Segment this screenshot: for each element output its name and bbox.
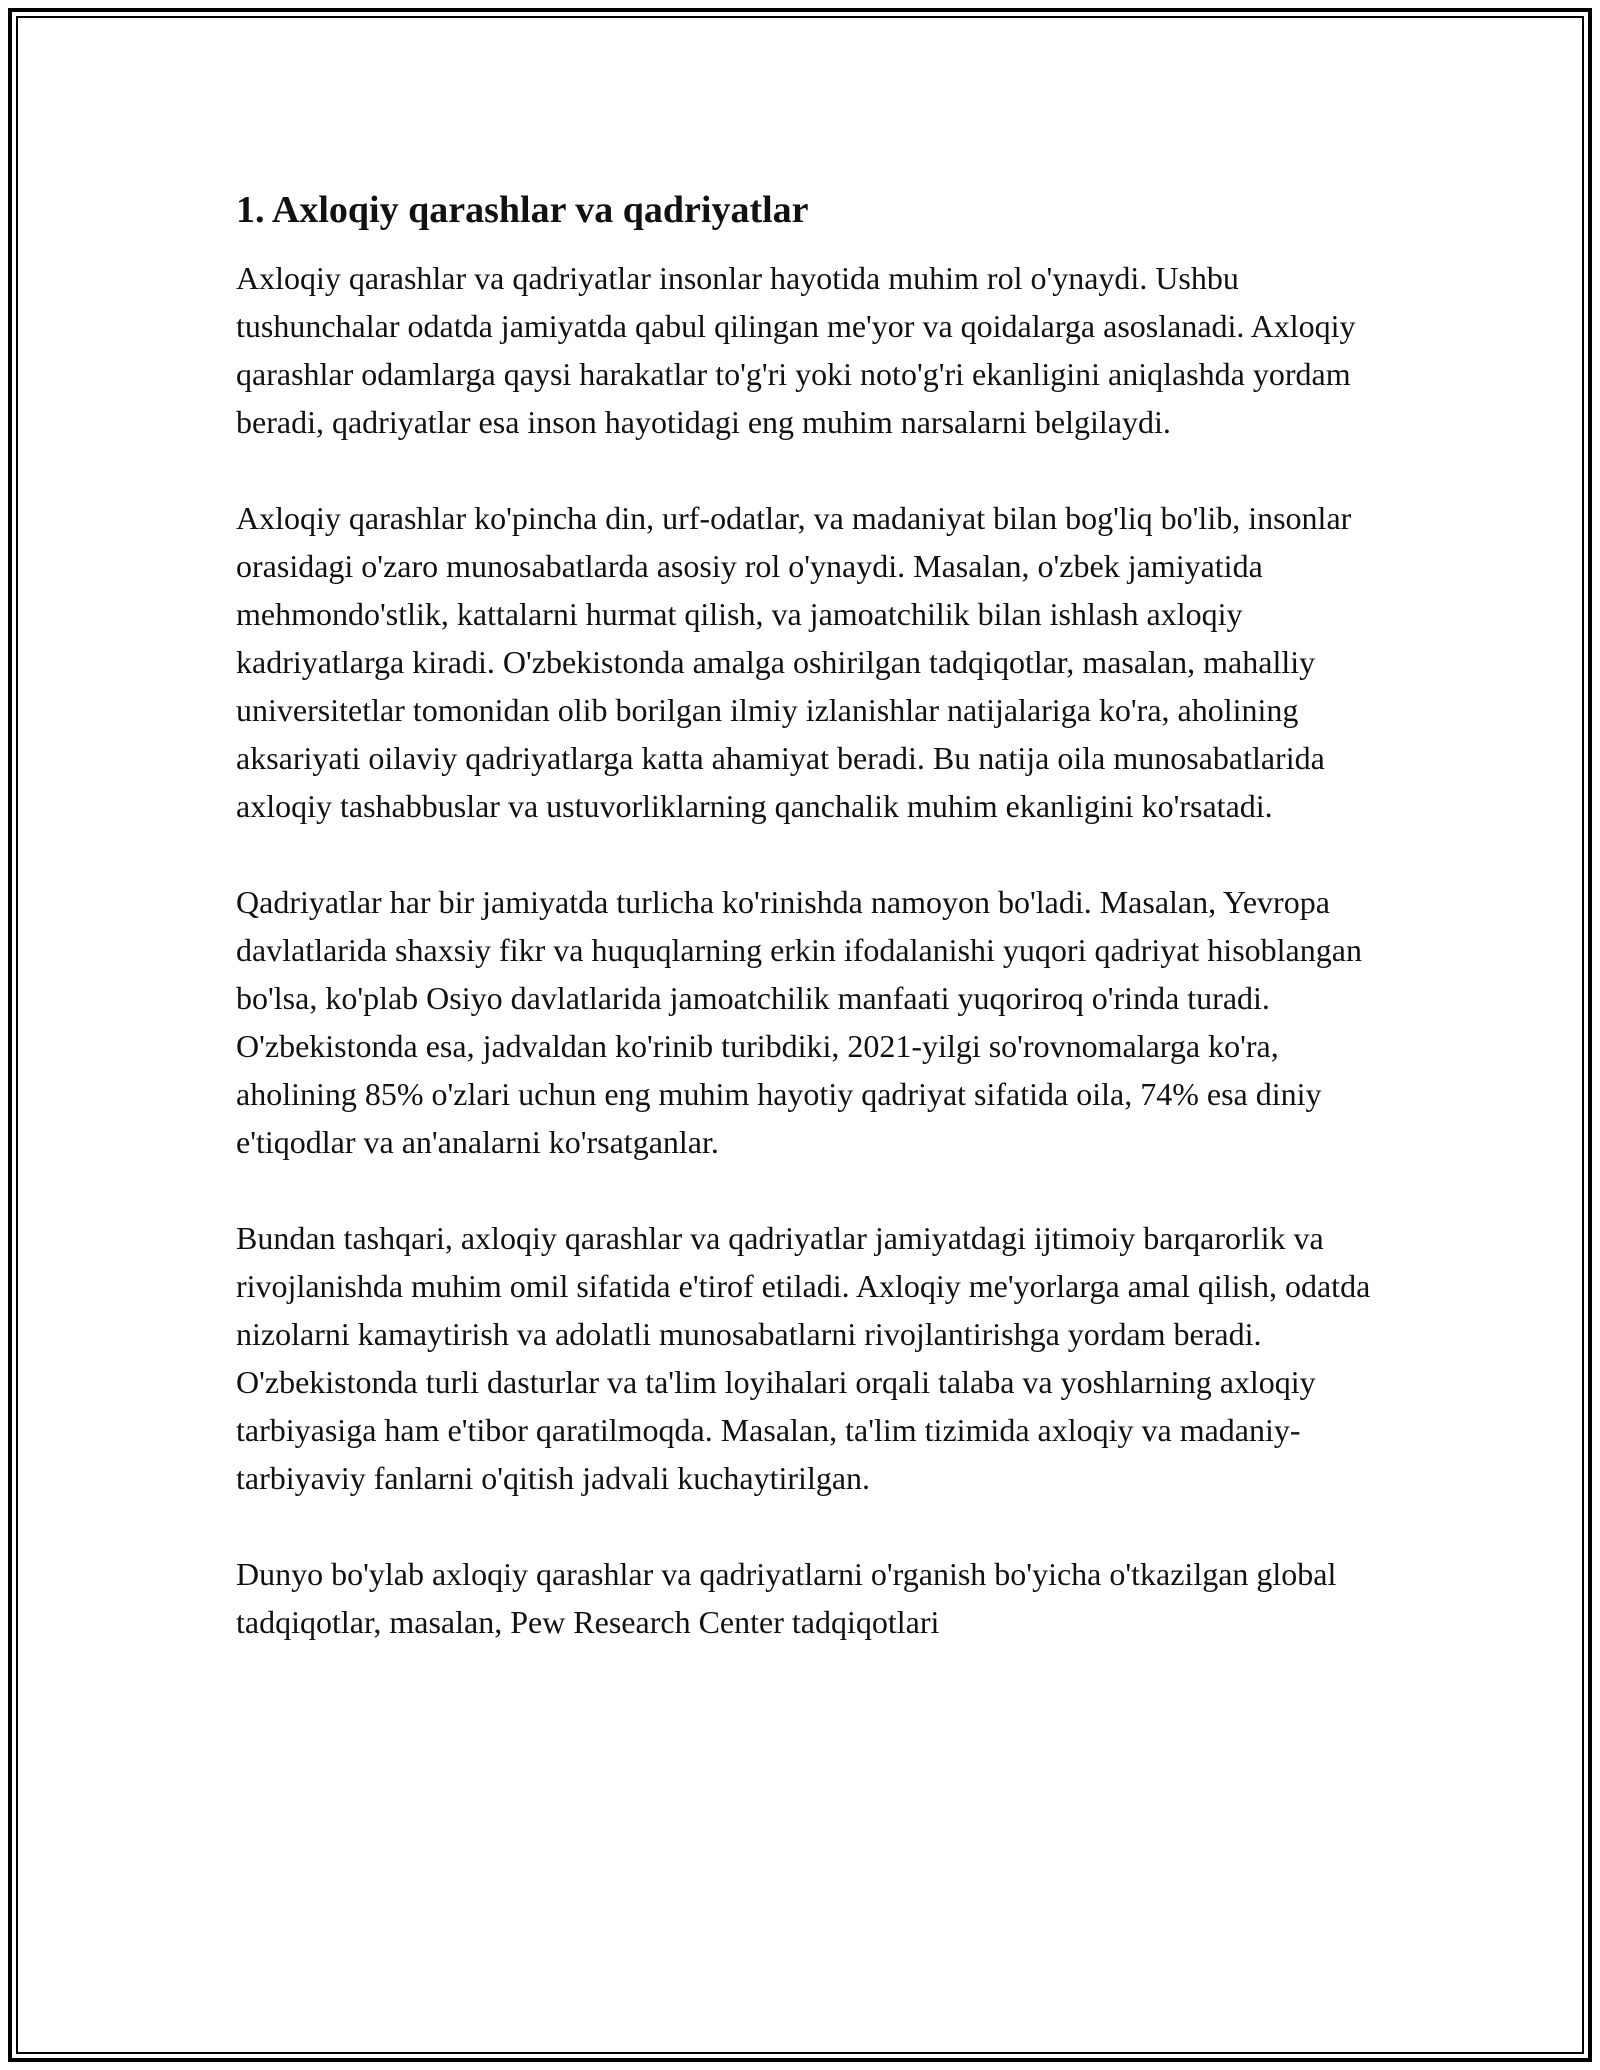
document-body — [236, 186, 1376, 1694]
section-heading: 1. Axloqiy qarashlar va qadriyatlar — [236, 189, 809, 231]
paragraph-1: Axloqiy qarashlar va qadriyatlar insonlar hayotida muhim rol o'ynaydi. Ushbu tushunchalar odatda jamiyatda qabul qilingan me'yor va qoidalarga asoslanadi. Axloqiy qarashlar odamlarga qaysi harakatlar to'g'ri yoki noto'g'ri ekanligini aniqlashda yordam beradi, qadriyatlar esa inson hayotidagi eng muhim narsalarni belgilaydi. — [236, 260, 1356, 440]
paragraph-3: Qadriyatlar har bir jamiyatda turlicha ko'rinishda namoyon bo'ladi. Masalan, Yevropa davlatlarida shaxsiy fikr va huquqlarning erkin ifodalanishi yuqori qadriyat hisoblangan bo'lsa, ko'plab Osiyo davlatlarida jamoatchilik manfaati yuqoriroq o'rinda turadi. O'zbekistonda esa, jadvaldan ko'rinib turibdiki, 2021-yilgi so'rovnomalarga ko'ra, aholining 85% o'zlari uchun eng muhim hayotiy qadriyat sifatida oila, 74% esa diniy e'tiqodlar va an'analarni ko'rsatganlar. — [236, 884, 1362, 1160]
paragraph-4: Bundan tashqari, axloqiy qarashlar va qadriyatlar jamiyatdagi ijtimoiy barqarorlik va rivojlanishda muhim omil sifatida e'tirof etiladi. Axloqiy me'yorlarga amal qilish, odatda nizolarni kamaytirish va adolatli munosabatlarni rivojlantirishga yordam beradi. O'zbekistonda turli dasturlar va ta'lim loyihalari orqali talaba va yoshlarning axloqiy tarbiyasiga ham e'tibor qaratilmoqda. Masalan, ta'lim tizimida axloqiy va madaniy-tarbiyaviy fanlarni o'qitish jadvali kuchaytirilgan. — [236, 1220, 1371, 1496]
paragraph-5: Dunyo bo'ylab axloqiy qarashlar va qadriyatlarni o'rganish bo'yicha o'tkazilgan global tadqiqotlar, masalan, Pew Research Center tadqiqotlari — [236, 1556, 1337, 1640]
paragraph-2: Axloqiy qarashlar ko'pincha din, urf-odatlar, va madaniyat bilan bog'liq bo'lib, insonlar orasidagi o'zaro munosabatlarda asosiy rol o'ynaydi. Masalan, o'zbek jamiyatida mehmondo'stlik, kattalarni hurmat qilish, va jamoatchilik bilan ishlash axloqiy kadriyatlarga kiradi. O'zbekistonda amalga oshirilgan tadqiqotlar, masalan, mahalliy universitetlar tomonidan olib borilgan ilmiy izlanishlar natijalariga ko'ra, aholining aksariyati oilaviy qadriyatlarga katta ahamiyat beradi. Bu natija oila munosabatlarida axloqiy tashabbuslar va ustuvorliklarning qanchalik muhim ekanligini ko'rsatadi. — [236, 500, 1352, 824]
